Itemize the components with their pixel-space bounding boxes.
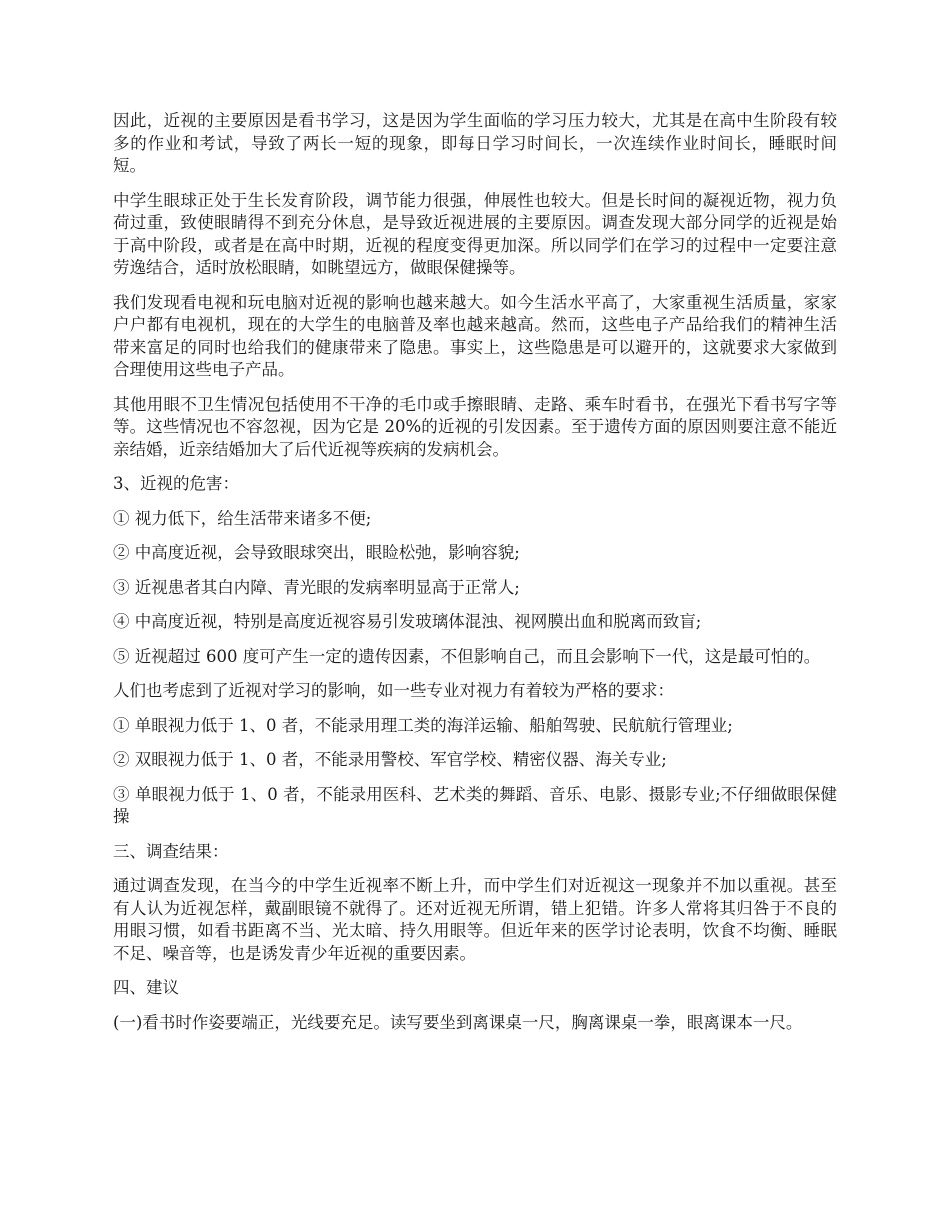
list-item-requirement-1: ① 单眼视力低于 1、0 者，不能录用理工类的海洋运输、船舶驾驶、民航航行管理业; [113, 715, 733, 735]
section-heading-harms: 3、近视的危害： [113, 474, 239, 493]
list-item-requirement-2: ② 双眼视力低于 1、0 者，不能录用警校、军官学校、精密仪器、海关专业; [113, 750, 667, 769]
list-item-harm-2: ② 中高度近视，会导致眼球突出，眼睑松弛，影响容貌; [113, 543, 520, 562]
section-heading-suggestions: 四、建议 [113, 978, 179, 997]
paragraph-main-causes: 因此，近视的主要原因是看书学习，这是因为学生面临的学习压力较大，尤其是在高中生阶段有较多的作业和考试，导致了两长一短的现象，即每日学习时间长，一次连续作业时间长，睡眠时间短。 [113, 111, 837, 175]
paragraph-other-habits: 其他用眼不卫生情况包括使用不干净的毛巾或手擦眼睛、走路、乘车时看书，在强光下看书写字等等。这些情况也不容忽视，因为它是 20%的近视的引发因素。至于遗传方面的原因则要注意不能近亲结婚，近亲结婚加大了后代近视等疾病的发病机会。 [113, 394, 837, 459]
list-item-harm-4: ④ 中高度近视，特别是高度近视容易引发玻璃体混浊、视网膜出血和脱离而致盲; [113, 612, 702, 631]
paragraph-eye-development: 中学生眼球正处于生长发育阶段，调节能力很强，伸展性也较大。但是长时间的凝视近物，视力负荷过重，致使眼睛得不到充分休息，是导致近视进展的主要原因。调查发现大部分同学的近视是始于高中阶段，或者是在高中时期，近视的程度变得更加深。所以同学们在学习的过程中一定要注意劳逸结合，适时放松眼睛，如眺望远方，做眼保健操等。 [113, 190, 837, 277]
document-body [113, 110, 837, 1046]
list-item-harm-1: ① 视力低下，给生活带来诸多不便; [113, 508, 372, 528]
paragraph-survey-findings: 通过调查发现，在当今的中学生近视率不断上升，而中学生们对近视这一现象并不加以重视。甚至有人认为近视怎样，戴副眼镜不就得了。还对近视无所谓，错上犯错。许多人常将其归咎于不良的用眼习惯，如看书距离不当、光太暗、持久用眼等。但近年来的医学讨论表明，饮食不均衡、睡眠不足、噪音等，也是诱发青少年近视的重要因素。 [113, 876, 837, 963]
paragraph-suggestion-1: (一)看书时作姿要端正，光线要充足。读写要坐到离课桌一尺，胸离课桌一拳，眼离课本一尺。 [113, 1012, 803, 1032]
paragraph-tv-computer: 我们发现看电视和玩电脑对近视的影响也越来越大。如今生活水平高了，大家重视生活质量，家家户户都有电视机，现在的大学生的电脑普及率也越来越高。然而，这些电子产品给我们的精神生活带来富足的同时也给我们的健康带来了隐患。事实上，这些隐患是可以避开的，这就要求大家做到合理使用这些电子产品。 [113, 292, 837, 379]
section-heading-results: 三、调查结果： [113, 841, 229, 861]
list-item-requirement-3: ③ 单眼视力低于 1、0 者，不能录用医科、艺术类的舞蹈、音乐、电影、摄影专业;不仔细做眼保健操 [113, 784, 837, 826]
paragraph-study-impact: 人们也考虑到了近视对学习的影响，如一些专业对视力有着较为严格的要求： [113, 681, 674, 700]
list-item-harm-5: ⑤ 近视超过 600 度可产生一定的遗传因素，不但影响自己，而且会影响下一代，这是最可怕的。 [113, 646, 821, 666]
list-item-harm-3: ③ 近视患者其白内障、青光眼的发病率明显高于正常人; [113, 577, 520, 597]
